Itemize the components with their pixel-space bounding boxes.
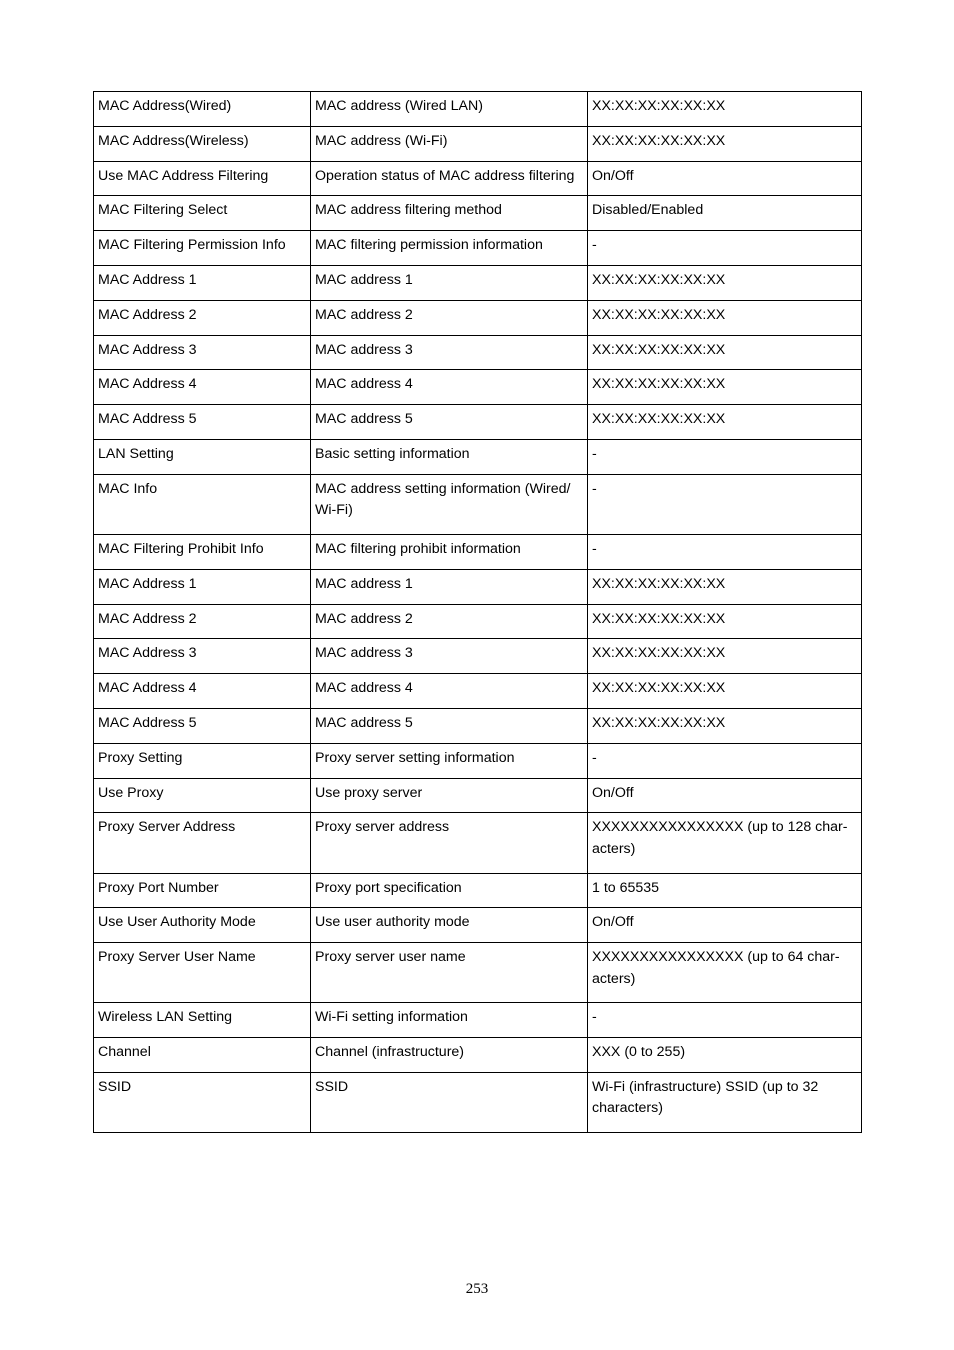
setting-value-cell: XXXXXXXXXXXXXXXX (up to 128 char-​acters)	[588, 813, 862, 873]
setting-description-cell: Proxy server user name	[311, 943, 588, 1003]
setting-description-cell: Proxy server address	[311, 813, 588, 873]
setting-description-cell: MAC address (Wired LAN)	[311, 92, 588, 127]
setting-description-cell: SSID	[311, 1072, 588, 1132]
setting-name-cell: Use MAC Address Filtering	[94, 161, 311, 196]
setting-description-cell: Proxy port specification	[311, 873, 588, 908]
setting-name-cell: MAC Address 5	[94, 708, 311, 743]
setting-description-cell: Basic setting information	[311, 439, 588, 474]
table-row	[94, 873, 862, 908]
setting-name-cell: MAC Address 2	[94, 300, 311, 335]
setting-name-cell: Use User Authority Mode	[94, 908, 311, 943]
setting-name-cell: Wireless LAN Setting	[94, 1003, 311, 1038]
setting-description-cell: MAC address 1	[311, 569, 588, 604]
setting-value-cell: XXX (0 to 255)	[588, 1038, 862, 1073]
table-row	[94, 604, 862, 639]
setting-name-cell: MAC Address 3	[94, 639, 311, 674]
setting-value-cell: XX:XX:XX:XX:XX:XX	[588, 604, 862, 639]
setting-value-cell: -	[588, 439, 862, 474]
setting-name-cell: Channel	[94, 1038, 311, 1073]
setting-value-cell: XX:XX:XX:XX:XX:XX	[588, 92, 862, 127]
table-row	[94, 639, 862, 674]
table-row	[94, 1003, 862, 1038]
setting-name-cell: MAC Address 4	[94, 674, 311, 709]
setting-value-cell: XX:XX:XX:XX:XX:XX	[588, 405, 862, 440]
setting-description-cell: MAC address 3	[311, 335, 588, 370]
setting-value-cell: -	[588, 1003, 862, 1038]
setting-value-cell: On/Off	[588, 778, 862, 813]
setting-description-cell: Wi-Fi setting information	[311, 1003, 588, 1038]
setting-value-cell: -	[588, 743, 862, 778]
setting-value-cell: XX:XX:XX:XX:XX:XX	[588, 569, 862, 604]
table-row	[94, 231, 862, 266]
table-row	[94, 92, 862, 127]
table-row	[94, 196, 862, 231]
table-row	[94, 126, 862, 161]
setting-name-cell: MAC Address 4	[94, 370, 311, 405]
setting-name-cell: LAN Setting	[94, 439, 311, 474]
page-number: 253	[465, 1281, 489, 1297]
setting-value-cell: XX:XX:XX:XX:XX:XX	[588, 639, 862, 674]
table-row	[94, 708, 862, 743]
setting-value-cell: On/Off	[588, 908, 862, 943]
table-row	[94, 474, 862, 534]
setting-description-cell: MAC address 1	[311, 265, 588, 300]
table-row	[94, 908, 862, 943]
setting-name-cell: MAC Address 3	[94, 335, 311, 370]
setting-value-cell: 1 to 65535	[588, 873, 862, 908]
setting-value-cell: Disabled/Enabled	[588, 196, 862, 231]
setting-value-cell: XX:XX:XX:XX:XX:XX	[588, 674, 862, 709]
setting-description-cell: MAC filtering prohibit information	[311, 534, 588, 569]
setting-description-cell: MAC address 5	[311, 708, 588, 743]
setting-name-cell: MAC Address(Wired)	[94, 92, 311, 127]
setting-value-cell: XXXXXXXXXXXXXXXX (up to 64 char-​acters)	[588, 943, 862, 1003]
setting-name-cell: MAC Info	[94, 474, 311, 534]
setting-description-cell: Operation status of MAC address filtering	[311, 161, 588, 196]
table-row	[94, 813, 862, 873]
setting-name-cell: Use Proxy	[94, 778, 311, 813]
setting-description-cell: MAC address 4	[311, 370, 588, 405]
setting-value-cell: XX:XX:XX:XX:XX:XX	[588, 370, 862, 405]
setting-name-cell: MAC Address(Wireless)	[94, 126, 311, 161]
setting-value-cell: XX:XX:XX:XX:XX:XX	[588, 265, 862, 300]
setting-description-cell: MAC address 2	[311, 300, 588, 335]
setting-name-cell: MAC Address 2	[94, 604, 311, 639]
setting-value-cell: XX:XX:XX:XX:XX:XX	[588, 126, 862, 161]
setting-name-cell: MAC Address 5	[94, 405, 311, 440]
setting-description-cell: Proxy server setting information	[311, 743, 588, 778]
setting-description-cell: Channel (infrastructure)	[311, 1038, 588, 1073]
setting-description-cell: MAC address (Wi-Fi)	[311, 126, 588, 161]
setting-value-cell: Wi-Fi (infrastructure) SSID (up to 32 characters)	[588, 1072, 862, 1132]
setting-name-cell: MAC Address 1	[94, 265, 311, 300]
setting-description-cell: MAC filtering permission information	[311, 231, 588, 266]
setting-description-cell: MAC address 2	[311, 604, 588, 639]
table-row	[94, 265, 862, 300]
setting-description-cell: MAC address filtering method	[311, 196, 588, 231]
table-row	[94, 743, 862, 778]
setting-description-cell: MAC address 5	[311, 405, 588, 440]
table-row	[94, 569, 862, 604]
setting-value-cell: XX:XX:XX:XX:XX:XX	[588, 708, 862, 743]
setting-name-cell: Proxy Server User Name	[94, 943, 311, 1003]
table-row	[94, 1038, 862, 1073]
setting-name-cell: MAC Address 1	[94, 569, 311, 604]
table-row	[94, 1072, 862, 1132]
setting-name-cell: MAC Filtering Permission Info	[94, 231, 311, 266]
setting-name-cell: MAC Filtering Prohibit Info	[94, 534, 311, 569]
table-row	[94, 943, 862, 1003]
setting-description-cell: Use proxy server	[311, 778, 588, 813]
setting-description-cell: MAC address setting information (Wired/​Wi-Fi)	[311, 474, 588, 534]
table-row	[94, 405, 862, 440]
table-row	[94, 161, 862, 196]
table-row	[94, 674, 862, 709]
setting-description-cell: MAC address 3	[311, 639, 588, 674]
setting-name-cell: Proxy Server Address	[94, 813, 311, 873]
table-row	[94, 439, 862, 474]
setting-value-cell: XX:XX:XX:XX:XX:XX	[588, 335, 862, 370]
setting-value-cell: On/Off	[588, 161, 862, 196]
settings-table	[93, 91, 862, 1133]
table-row	[94, 300, 862, 335]
setting-description-cell: Use user authority mode	[311, 908, 588, 943]
table-row	[94, 778, 862, 813]
setting-value-cell: -	[588, 534, 862, 569]
setting-description-cell: MAC address 4	[311, 674, 588, 709]
setting-value-cell: -	[588, 231, 862, 266]
setting-name-cell: MAC Filtering Select	[94, 196, 311, 231]
setting-name-cell: Proxy Setting	[94, 743, 311, 778]
setting-value-cell: -	[588, 474, 862, 534]
table-row	[94, 370, 862, 405]
table-row	[94, 534, 862, 569]
setting-name-cell: Proxy Port Number	[94, 873, 311, 908]
setting-name-cell: SSID	[94, 1072, 311, 1132]
setting-value-cell: XX:XX:XX:XX:XX:XX	[588, 300, 862, 335]
settings-table-body	[94, 92, 862, 1133]
table-row	[94, 335, 862, 370]
